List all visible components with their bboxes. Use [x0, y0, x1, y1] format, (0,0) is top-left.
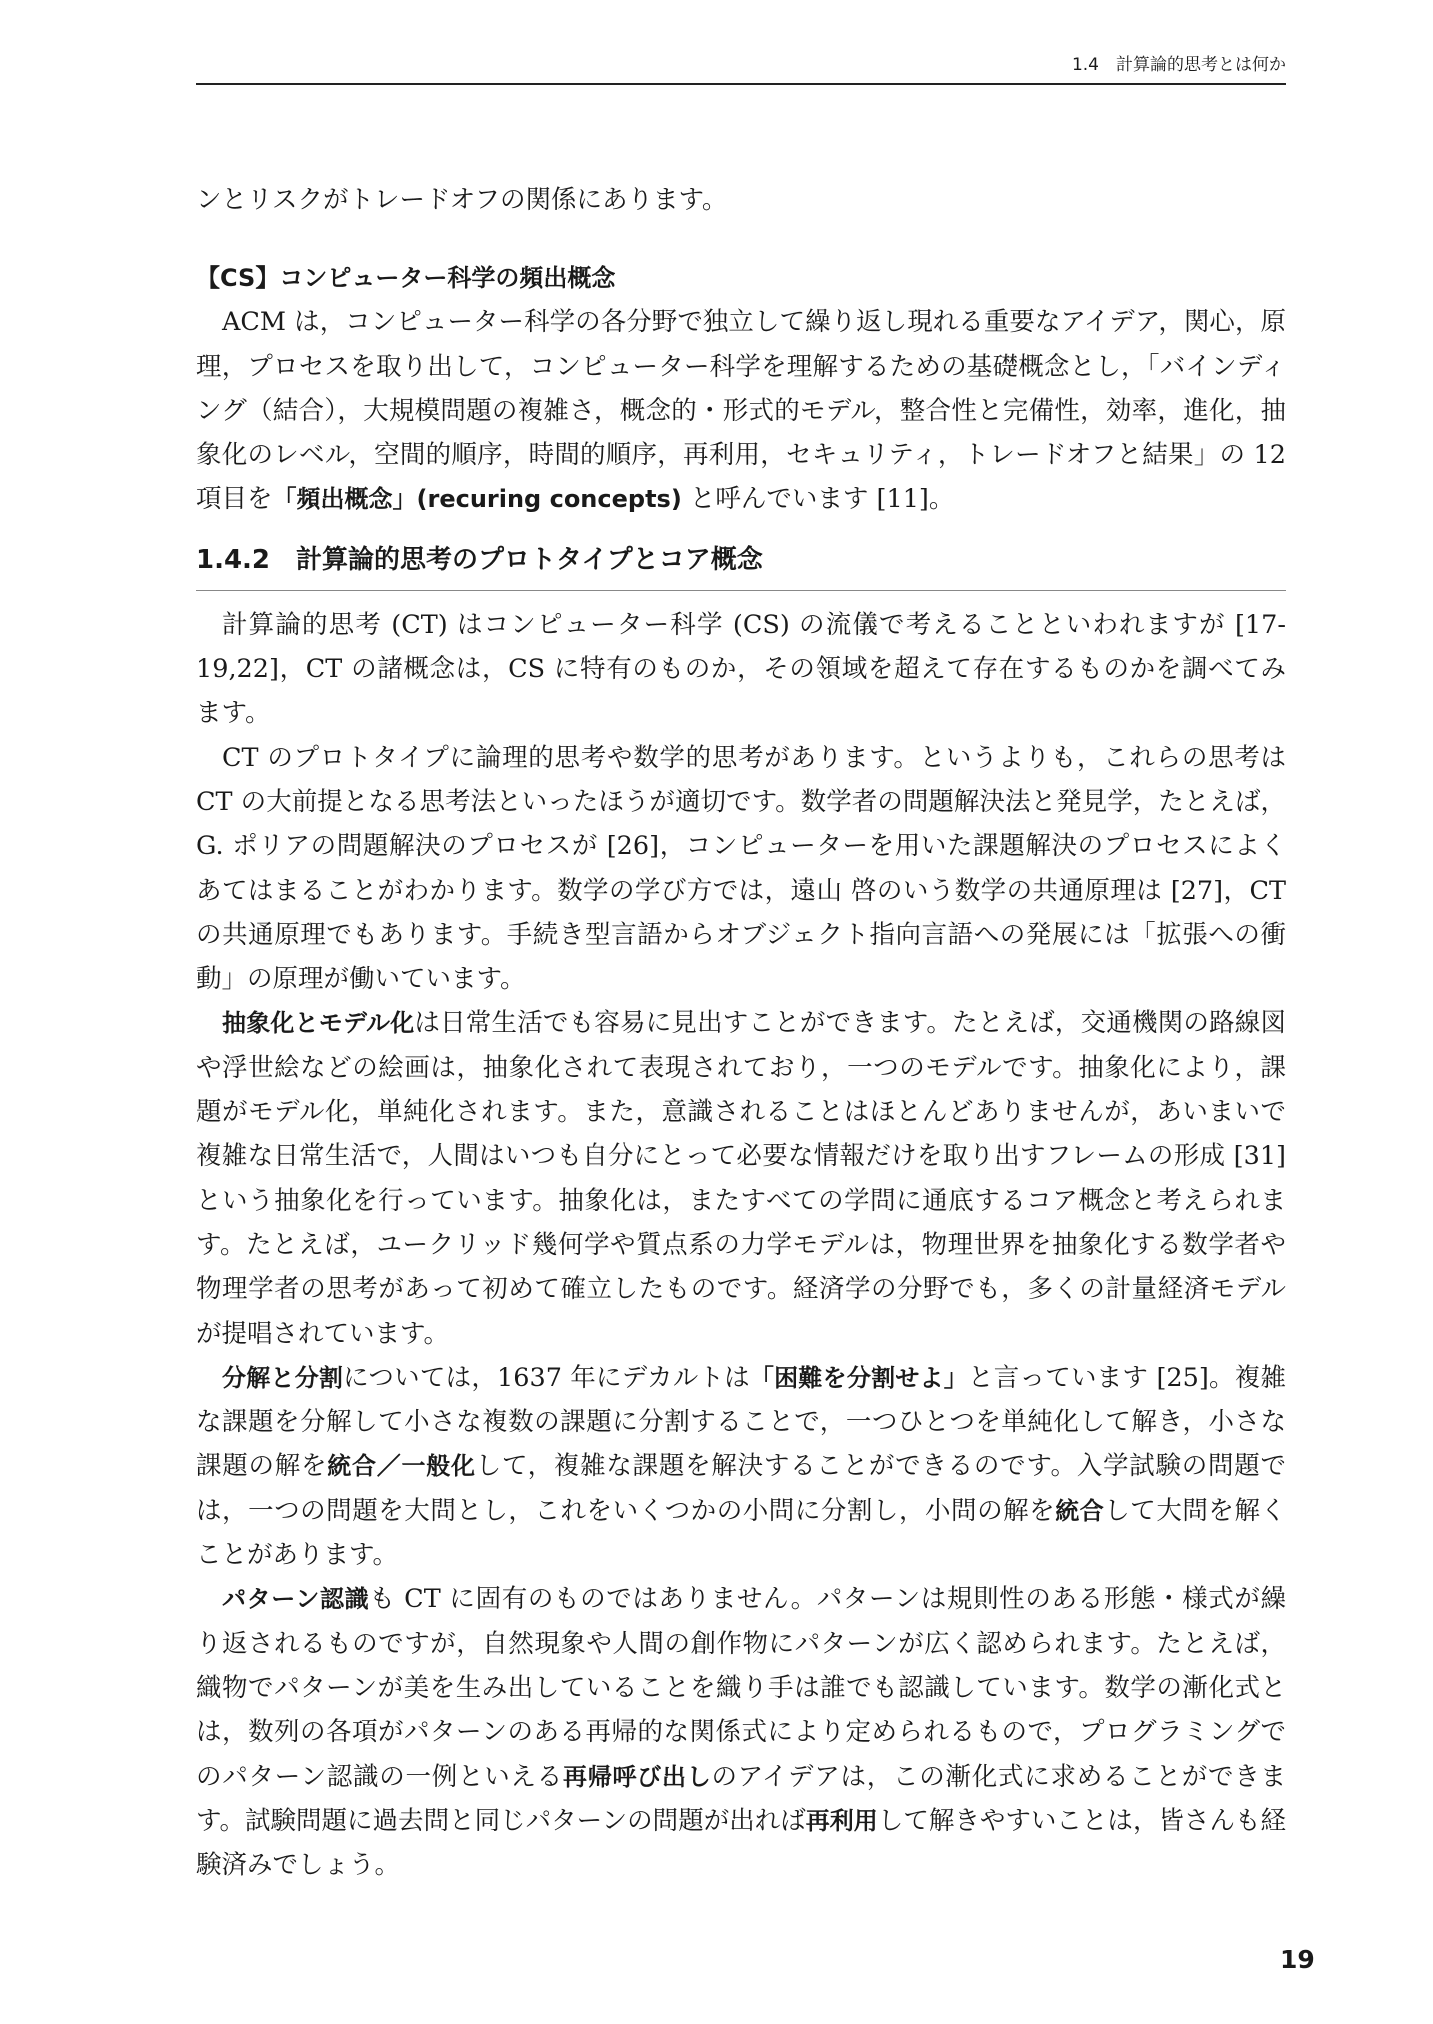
abstraction-text: は日常生活でも容易に見出すことができます。たとえば，交通機関の路線図や浮世絵などの絵画は，抽象化されて表現されており，一つのモデルです。抽象化により，課題がモデル化，単純化されます。また，意識されることはほとんどありませんが，あいまいで複雑な日常生活で，人間はいつも自分にとって必要な情報だけを取り出すフレームの形成 [31] という抽象化を行っています。抽象化は，またすべての学問に通底するコア概念と考えられます。たとえば，ユークリッド幾何学や質点系の力学モデルは，物理世界を抽象化する数学者や物理学者の思考があって初めて確立したものです。経済学の分野でも，多くの計量経済モデルが提唱されています。	[196, 1008, 1286, 1349]
cs-text-2: と呼んでいます [11]。	[681, 484, 955, 515]
decomposition-text-2: と言っています [25]。複雑な課題を分解して小さな複数の課題に分割することで，一つひとつを単純化して解き，小さな課題の解を	[196, 1362, 1287, 1482]
paragraph-prototype: CT のプロトタイプに論理的思考や数学的思考があります。というよりも，これらの思考は CT の大前提となる思考法といったほうが適切です。数学者の問題解決法と発見学，たとえば，G. ポリアの問題解決のプロセスが [26]，コンピューターを用いた課題解決のプロセスによくあてはまることがわかります。数学の学び方では，遠山 啓のいう数学の共通原理は [27]，CT の共通原理でもあります。手続き型言語からオブジェクト指向言語への発展には「拡張への衝動」の原理が働いています。	[196, 742, 1286, 995]
term-integration-generalization: 統合／一般化	[327, 1452, 476, 1481]
decomposition-text-4: して大問を解くことがあります。	[196, 1495, 1286, 1571]
cs-paragraph	[196, 300, 1286, 521]
cs-text-1: ACM は，コンピューター科学の各分野で独立して繰り返し現れる重要なアイデア，関心，原理，プロセスを取り出して，コンピューター科学を理解するための基礎概念とし，「バインディング（結合），大規模問題の複雑さ，概念的・形式的モデル，整合性と完備性，効率，進化，抽象化のレベル，空間的順序，時間的順序，再利用，セキュリティ，トレードオフと結果」の 12 項目を	[196, 307, 1286, 515]
term-pattern-recognition: パターン認識	[222, 1585, 370, 1614]
running-header	[196, 55, 1286, 85]
running-title: 1.4 計算論的思考とは何か	[1071, 55, 1286, 75]
term-divide-difficulties: 「困難を分割せよ」	[749, 1363, 969, 1392]
section-number: 1.4.2	[196, 544, 271, 575]
decomposition-text-1: については，1637 年にデカルトは	[343, 1362, 750, 1393]
term-recursive-call: 再帰呼び出し	[563, 1762, 712, 1791]
paragraph-ct-intro: 計算論的思考 (CT) はコンピューター科学 (CS) の流儀で考えることといわれますが [17-19,22]，CT の諸概念は，CS に特有のものか，その領域を超えて存在するものかを調べてみます。	[196, 609, 1286, 729]
pattern-text-2: のアイデアは，この漸化式に求めることができます。試験問題に過去問と同じパターンの問題が出れば	[196, 1761, 1287, 1836]
page-body	[196, 178, 1286, 1887]
cs-heading: 【CS】コンピューター科学の頻出概念	[196, 264, 616, 293]
paragraph-pattern	[196, 1577, 1286, 1887]
paragraph-abstraction	[196, 1001, 1286, 1355]
continued-paragraph: ンとリスクがトレードオフの関係にあります。	[196, 185, 728, 215]
decomposition-text-3: して，複雑な課題を解決することができるのです。入学試験の問題では，一つの問題を大問とし，これをいくつかの小問に分割し，小問の解を	[196, 1451, 1286, 1526]
section-title: 計算論的思考のプロトタイプとコア概念	[296, 544, 763, 575]
term-abstraction: 抽象化とモデル化	[222, 1009, 415, 1038]
cs-bold-1: 「頻出概念」(recuring concepts)	[272, 485, 682, 514]
pattern-text-3: して解きやすいことは，皆さんも経験済みでしょう。	[196, 1805, 1287, 1881]
term-decomposition: 分解と分割	[222, 1363, 344, 1392]
paragraph-decomposition	[196, 1356, 1286, 1577]
section-heading	[196, 538, 1286, 591]
term-reuse: 再利用	[805, 1806, 878, 1835]
page-number: 19	[1280, 1945, 1315, 1974]
pattern-text-1: も CT に固有のものではありません。パターンは規則性のある形態・様式が繰り返されるものですが，自然現象や人間の創作物にパターンが広く認められます。たとえば，織物でパターンが美を生み出していることを織り手は誰でも認識しています。数学の漸化式とは，数列の各項がパターンのある再帰的な関係式により定められるもので，プログラミングでのパターン認識の一例といえる	[196, 1584, 1286, 1792]
term-integration: 統合	[1055, 1496, 1105, 1525]
